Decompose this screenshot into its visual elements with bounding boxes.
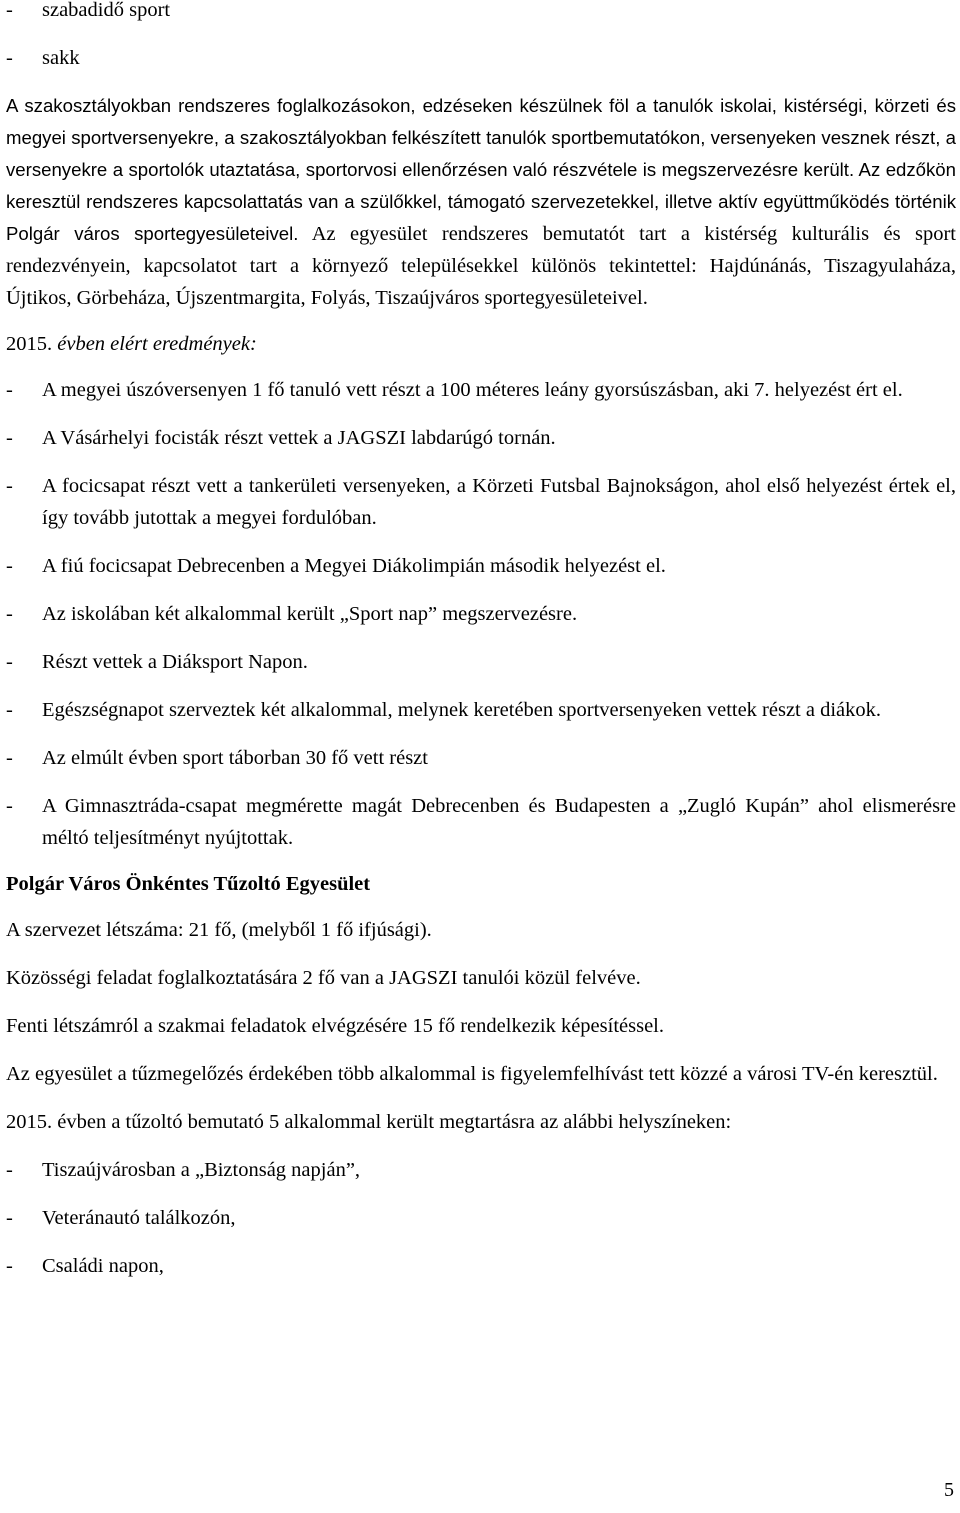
result-item [6,694,956,726]
list-dash: - [6,427,13,449]
result-item-text: A focicsapat részt vett a tankerületi versenyeken, a Körzeti Futsbal Bajnokságon, ahol első helyezést értek el, így tovább jutottak a megyei fordulóban. [42,475,956,529]
list-dash: - [6,1207,13,1229]
list-dash: - [6,379,13,401]
result-item [6,470,956,534]
list-dash: - [6,795,13,817]
list-item [6,42,956,74]
result-item-text: A fiú focicsapat Debrecenben a Megyei Diákolimpián második helyezést el. [42,555,666,577]
body-paragraph [6,90,956,314]
body-paragraph: Közösségi feladat foglalkoztatására 2 fő van a JAGSZI tanulói közül felvéve. [6,967,641,989]
location-item-text: Családi napon, [42,1255,164,1277]
document-page [6,0,956,1282]
list-item [6,0,956,26]
result-item-text: Részt vettek a Diáksport Napon. [42,651,308,673]
result-item-text: A megyei úszóversenyen 1 fő tanuló vett részt a 100 méteres leány gyorsúszásban, aki 7. helyezést ért el. [42,379,903,401]
page-number: 5 [944,1479,954,1501]
result-item [6,598,956,630]
list-dash: - [6,603,13,625]
location-item [6,1154,956,1186]
location-item-text: Tiszaújvárosban a „Biztonság napján”, [42,1159,361,1181]
paragraph-text-sans: A szakosztályokban rendszeres foglalkozásokon, edzéseken készülnek föl a tanulók iskolai, kistérségi, körzeti és megyei sportversenyekre, a szakosztályokban felkészített tanulók sportbemutatókon, versenyeken vesznek részt, a versenyekre a sportolók utaztatása, sportorvosi ellenőrzésen való részvétele is megszervezésre került. Az edzőkön keresztül rendszeres kapcsolattatás van a szülőkkel, támogató szervezetekkel, illetve aktív együttműködés történik Polgár város sportegyesületeivel. [6,95,956,244]
list-dash: - [6,699,13,721]
results-label: évben elért eredmények: [57,333,257,355]
body-paragraph: A szervezet létszáma: 21 fő, (melyből 1 fő ifjúsági). [6,919,432,941]
list-dash: - [6,555,13,577]
body-paragraph: Fenti létszámról a szakmai feladatok elvégzésére 15 fő rendelkezik képesítéssel. [6,1015,665,1037]
result-item-text: Az elmúlt évben sport táborban 30 fő vett részt [42,747,428,769]
list-dash: - [6,475,13,497]
result-item [6,550,956,582]
result-item [6,374,956,406]
result-item [6,646,956,678]
result-item-text: Az iskolában két alkalommal került „Sport nap” megszervezésre. [42,603,578,625]
result-item-text: Egészségnapot szerveztek két alkalommal, melynek keretében sportversenyeken vettek részt a diákok. [42,699,882,721]
results-year: 2015. [6,333,53,355]
paragraph-text-serif: Az egyesület rendszeres bemutatót tart a kistérség kulturális és sport rendezvényein, kapcsolatot tart a környező településekkel különös tekintettel: Hajdúnánás, Tiszagyulaháza, Újtikos, Görbeháza, Újszentmargita, Folyás, Tiszaújváros sportegyesületeivel. [6,223,956,309]
list-dash: - [6,747,13,769]
list-dash: - [6,0,13,21]
list-item-text: sakk [42,47,80,69]
list-dash: - [6,47,13,69]
list-item-text: szabadidő sport [42,0,171,21]
list-dash: - [6,1255,13,1277]
section-title: Polgár Város Önkéntes Tűzoltó Egyesület [6,873,371,895]
result-item [6,742,956,774]
result-item [6,790,956,854]
result-item-text: A Gimnasztráda-csapat megmérette magát Debrecenben és Budapesten a „Zugló Kupán” ahol elismerésre méltó teljesítményt nyújtottak. [42,795,956,849]
body-paragraph: Az egyesület a tűzmegelőzés érdekében több alkalommal is figyelemfelhívást tett közzé a városi TV-én keresztül. [6,1063,938,1085]
list-dash: - [6,1159,13,1181]
result-item-text: A Vásárhelyi focisták részt vettek a JAGSZI labdarúgó tornán. [42,427,556,449]
result-item [6,422,956,454]
results-heading [6,328,956,360]
location-item-text: Veteránautó találkozón, [42,1207,236,1229]
location-item [6,1250,956,1282]
location-item [6,1202,956,1234]
body-paragraph: 2015. évben a tűzoltó bemutató 5 alkalommal került megtartásra az alábbi helyszíneken: [6,1111,732,1133]
list-dash: - [6,651,13,673]
